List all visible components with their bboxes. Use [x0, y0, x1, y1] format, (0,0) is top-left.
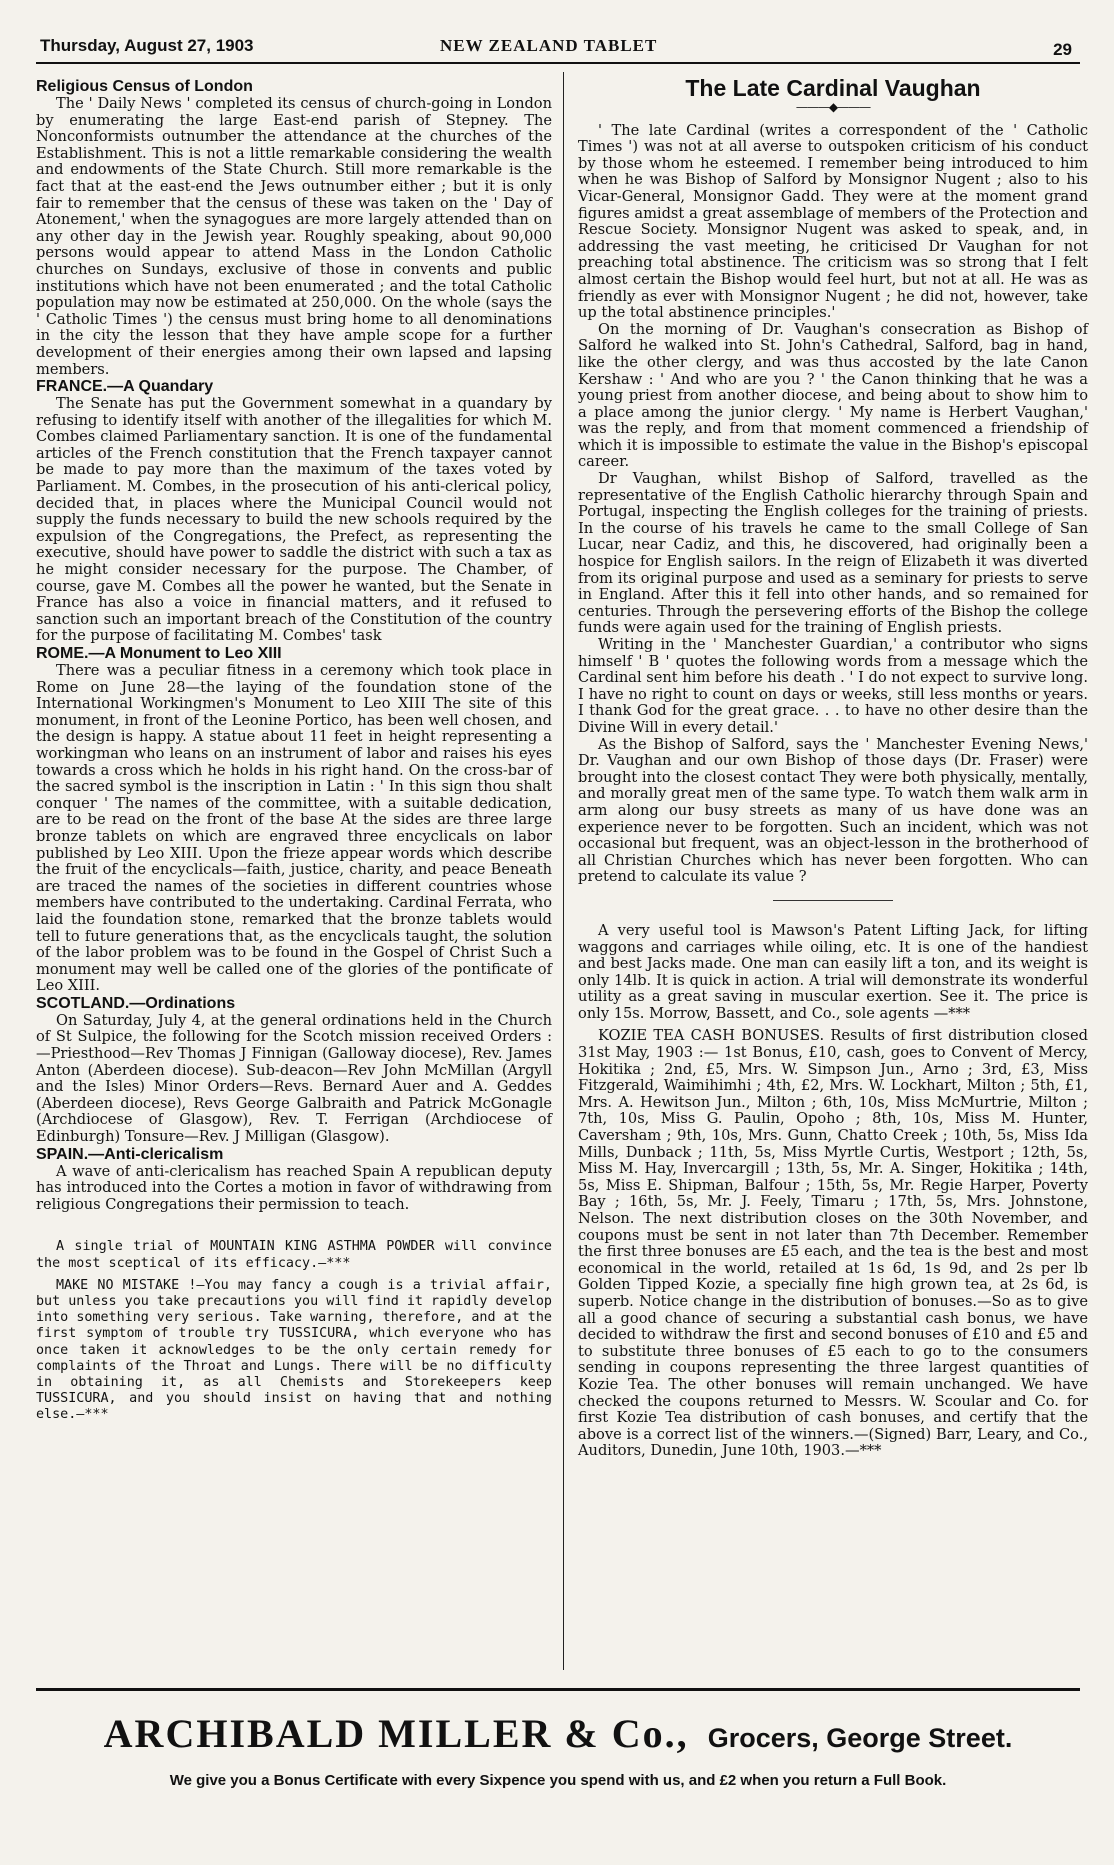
- article-rome: [36, 645, 552, 995]
- heading-rome: ROME.—A Monument to Leo XIII: [36, 645, 282, 662]
- footer-rule: [36, 1688, 1080, 1691]
- advert-lifting-jack: A very useful tool is Mawson's Patent Lifting Jack, for lifting waggons and carriages while oiling, etc. It is one of the handiest and best Jacks made. One man can easily lift a ton, and its weight is only 14lb. It is quick in action. A trial will demonstrate its wonderful utility as a great saving in muscular exertion. See it. The price is only 15s. Morrow, Bassett, and Co., sole agents —***: [578, 921, 1088, 1022]
- page-header: [36, 34, 1080, 64]
- right-column: [578, 75, 1088, 1460]
- column-divider: [563, 72, 564, 1670]
- footer-tagline: We give you a Bonus Certificate with every Sixpence you spend with us, and £2 when you return a Full Book.: [169, 1772, 947, 1789]
- vaughan-paragraph-2: On the morning of Dr. Vaughan's consecration as Bishop of Salford he walked into St. John's Cathedral, Salford, bag in hand, like the other clergy, and was thus accosted by the late Canon Kershaw : ' And who are you ? ' the Canon thinking that he was a young priest from another diocese, and being about to show him to a place among the junior clergy. ' My name is Herbert Vaughan,' was the reply, and from that moment commenced a friendship of which it is impossible to estimate the value in the Bishop's episcopal career.: [578, 320, 1088, 471]
- left-column: [36, 78, 552, 1424]
- firm-trade: Grocers, George Street.: [707, 1723, 1013, 1753]
- body-religious-census: The ' Daily News ' completed its census of church-going in London by enumerating the large East-end parish of Stepney. The Nonconformists outnumber the attendance at the churches of the Establishment. This is not a little remarkable considering the wealth and endowments of the State Church. Still more remarkable is the fact that at the east-end the Jews outnumber either ; but it is only fair to remember that the census of these was taken on the ' Day of Atonement,' when the synagogues are more largely attended than on any other day in the Jewish year. Roughly speaking, about 90,000 persons would appear to attend Mass in the London Catholic churches on Sundays, exclusive of those in convents and public institutions which have not been enumerated ; and the total Catholic population may now be estimated at 250,000. On the whole (says the ' Catholic Times ') the census must bring home to all denominations in the city the lesson that they have ample scope for a further development of their energies among their own lapsed and lapsing members.: [36, 95, 552, 378]
- article-france: [36, 378, 552, 645]
- page-number: 29: [1053, 40, 1072, 59]
- body-rome: There was a peculiar fitness in a ceremony which took place in Rome on June 28—the laying of the foundation stone of the International Workingmen's Monument to Leo XIII The site of this monument, in front of the Leonine Portico, has been well chosen, and the design is happy. A statue about 11 feet in height representing a workingman who leans on an instrument of labor and raises his eyes towards a cross which he holds in his right hand. On the cross-bar of the sacred symbol is the inscription in Latin : ' In this sign thou shalt conquer ' The names of the committee, with a suitable dedication, are to be read on the front of the base At the sides are three large bronze tablets on which are engraved three encyclicals on labor published by Leo XIII. Upon the frieze appear words which describe the fruit of the encyclicals—faith, justice, charity, and peace Beneath are traced the names of the societies in different countries whose members have contributed to the undertaking. Cardinal Ferrata, who laid the foundation stone, remarked that the bronze tablets would tell to future generations that, as the encyclicals taught, the solution of the labor problem was to be found in the Gospel of Christ Such a monument may well be called one of the glories of the pontificate of Leo XIII.: [36, 662, 552, 995]
- heading-france: FRANCE.—A Quandary: [36, 378, 214, 396]
- footer-banner: [36, 1710, 1080, 1757]
- article-religious-census: [36, 78, 552, 378]
- article-scotland: [36, 995, 552, 1146]
- body-spain: A wave of anti-clericalism has reached Spain A republican deputy has introduced into the Cortes a motion in favor of withdrawing from religious Congregations their permission to teach.: [36, 1162, 552, 1213]
- heading-religious-census: Religious Census of London: [36, 78, 253, 95]
- title-ornament: ———◆———: [795, 99, 871, 114]
- heading-scotland: SCOTLAND.—Ordinations: [36, 994, 236, 1012]
- vaughan-paragraph-3: Dr Vaughan, whilst Bishop of Salford, travelled as the representative of the English Catholic hierarchy through Spain and Portugal, inspecting the English colleges for the training of priests. In the course of his travels he came to the small College of San Lucar, near Cadiz, and this, he discovered, had originally been a hospice for English sailors. In the reign of Elizabeth it was diverted from its original purpose and used as a seminary for priests to serve in England. After this it fell into other hands, and so remained for centuries. Through the persevering efforts of the Bishop the college funds were again used for the training of English priests.: [578, 470, 1088, 637]
- vaughan-paragraph-4: Writing in the ' Manchester Guardian,' a contributor who signs himself ' B ' quotes the following words from a message which the Cardinal sent him before his death . ' I do not expect to survive long. I have no right to count on days or weeks, still less months or years. I thank God for the great grace. . . to have no other desire than the Divine Will in every detail.': [578, 636, 1088, 736]
- body-scotland: On Saturday, July 4, at the general ordinations held in the Church of St Sulpice, the following for the Scotch mission received Orders :—Priesthood—Rev Thomas J Finnigan (Galloway diocese), Rev. James Anton (Aberdeen diocese). Sub-deacon—Rev John McMillan (Argyll and the Isles) Minor Orders—Revs. Bernard Auer and A. Geddes (Aberdeen diocese), Revs George Galbraith and Patrick McGonagle (Archdiocese of Glasgow), Rev. T. Ferrigan (Archdiocese of Edinburgh) Tonsure—Rev. J Milligan (Glasgow).: [36, 1011, 552, 1146]
- masthead-title: NEW ZEALAND TABLET: [440, 36, 658, 55]
- firm-name: ARCHIBALD MILLER & Co.,: [103, 1711, 689, 1756]
- advert-asthma-powder: A single trial of MOUNTAIN KING ASTHMA POWDER will convince the most sceptical of its efficacy.—***: [36, 1239, 552, 1271]
- issue-date: Thursday, August 27, 1903: [40, 36, 254, 55]
- vaughan-paragraph-1: ' The late Cardinal (writes a correspondent of the ' Catholic Times ') was not at all averse to outspoken criticism of his conduct by those whom he esteemed. I remember being introduced to him when he was Bishop of Salford by Monsignor Nugent ; also to his Vicar-General, Monsignor Gadd. They were at the moment grand figures amidst a great assemblage of members of the Protection and Rescue Society. Monsignor Nugent was asked to speak, and, in addressing the vast meeting, he criticised Dr Vaughan for not preaching total abstinence. The criticism was so strong that I felt almost certain the Bishop would feel hurt, but not at all. He was as friendly as ever with Monsignor Nugent ; he did not, however, take up the total abstinence principles.': [578, 121, 1088, 322]
- body-france: The Senate has put the Government somewhat in a quandary by refusing to identify itself with another of the illegalities for which M. Combes claimed Parliamentary sanction. It is one of the fundamental articles of the French constitution that the French taxpayer cannot be made to pay more than the maximum of the taxes voted by Parliament. M. Combes, in the prosecution of his anti-clerical policy, decided that, in places where the Municipal Council would not supply the funds necessary to build the new schools required by the expulsion of the Congregations, the Prefect, as representing the executive, should have power to saddle the district with such a tax as he might consider necessary for the purpose. The Chamber, of course, gave M. Combes all the power he wanted, but the Senate in France has also a voice in financial matters, and it refused to sanction such an important breach of the Constitution of the country for the purpose of facilitating M. Combes' task: [36, 395, 552, 645]
- advert-tussicura: MAKE NO MISTAKE !—You may fancy a cough is a trivial affair, but unless you take precautions you will find it rapidly develop into something very serious. Take warning, therefore, and at the first symptom of trouble try TUSSICURA, which everyone who has once taken it acknowledges to be the only certain remedy for complaints of the Throat and Lungs. There will be no difficulty in obtaining it, as all Chemists and Storekeepers keep TUSSICURA, and you should insist on having that and nothing else.—***: [36, 1277, 552, 1423]
- article-spain: [36, 1146, 552, 1214]
- section-rule: [773, 900, 893, 901]
- heading-spain: SPAIN.—Anti-clericalism: [36, 1145, 224, 1163]
- vaughan-paragraph-5: As the Bishop of Salford, says the ' Manchester Evening News,' Dr. Vaughan and our own Bishop of those days (Dr. Fraser) were brought into the closest contact They were both physically, mentally, and morally great men of the same type. To watch them walk arm in arm along our busy streets as many of us have done was an experience never to be forgotten. Such an incident, which was not occasional but frequent, was an object-lesson in the brotherhood of all Christian Churches which has never been forgotten. Who can pretend to calculate its value ?: [578, 735, 1088, 886]
- advert-kozie-tea: KOZIE TEA CASH BONUSES. Results of first distribution closed 31st May, 1903 :— 1st Bonus, £10, cash, goes to Convent of Mercy, Hokitika ; 2nd, £5, Mrs. W. Simpson Jun., Arno ; 3rd, £3, Miss Fitzgerald, Waimihimhi ; 4th, £2, Mrs. W. Lockhart, Milton ; 5th, £1, Mrs. A. Hewitson Jun., Milton ; 6th, 10s, Miss McMurtrie, Milton ; 7th, 10s, Miss G. Paulin, Opoho ; 8th, 10s, Miss M. Hunter, Caversham ; 9th, 10s, Mrs. Gunn, Chatto Creek ; 10th, 5s, Miss Ida Mills, Dunback ; 11th, 5s, Miss Myrtle Curtis, Westport ; 12th, 5s, Miss M. Hay, Invercargill ; 13th, 5s, Mr. A. Singer, Hokitika ; 14th, 5s, Miss E. Shipman, Balfour ; 15th, 5s, Mr. Regie Harper, Poverty Bay ; 16th, 5s, Mr. J. Feely, Timaru ; 17th, 5s, Mrs. Johnstone, Nelson. The next distribution closes on the 30th November, and coupons must be sent in not later than 7th December. Remember the first three bonuses are £5 each, and the tea is the best and most economical in the world, retailed at 1s 6d, 1s 9d, and 2s per lb Golden Tipped Kozie, a specially fine high grown tea, at 2s 6d, is superb. Notice change in the distribution of bonuses.—So as to give all a good chance of securing a substantial cash bonus, we have decided to withdraw the first and second bonuses of £10 and £5 and to substitute three bonuses of £5 each to go to the consumers sending in coupons representing the three largest quantities of Kozie Tea. The other bonuses will remain unchanged. We have checked the coupons returned to Messrs. W. Scoular and Co. for first Kozie Tea distribution of cash bonuses, and certify that the above is a correct list of the winners.—(Signed) Barr, Leary, and Co., Auditors, Dunedin, June 10th, 1903.—***: [578, 1027, 1088, 1460]
- spacer: [36, 1213, 552, 1239]
- article-title-cardinal-vaughan: The Late Cardinal Vaughan: [685, 75, 981, 101]
